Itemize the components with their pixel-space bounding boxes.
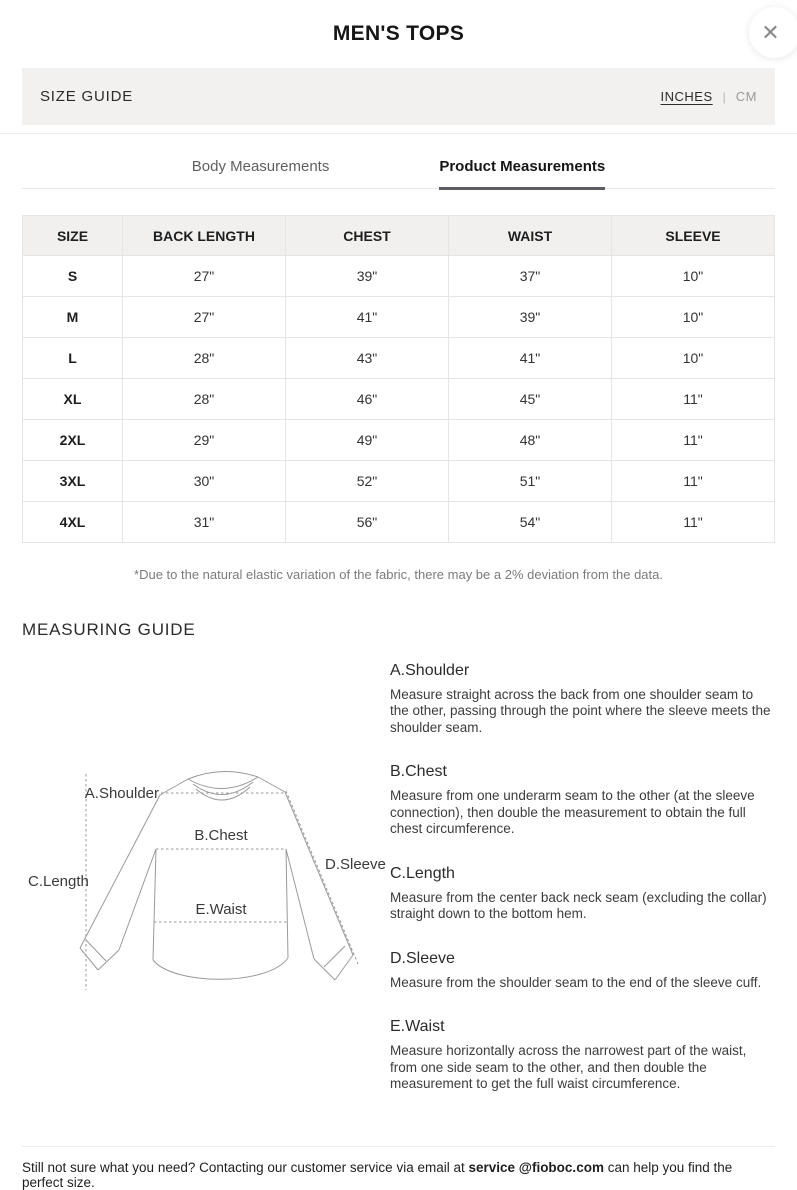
measure-item bbox=[390, 662, 775, 736]
measurement-cell: 45" bbox=[449, 379, 612, 420]
table-row bbox=[23, 502, 775, 543]
shirt-diagram bbox=[22, 662, 390, 1120]
measurement-cell: 41" bbox=[449, 338, 612, 379]
measurement-cell: 39" bbox=[449, 297, 612, 338]
close-icon: ✕ bbox=[761, 19, 780, 45]
measurement-cell: 56" bbox=[286, 502, 449, 543]
footer-email: service @fioboc.com bbox=[468, 1159, 604, 1175]
footer-text-prefix: Still not sure what you need? Contacting our customer service via email at bbox=[22, 1159, 469, 1175]
measure-item bbox=[390, 1018, 775, 1092]
measurement-cell: 10" bbox=[612, 338, 775, 379]
table-column-header: WAIST bbox=[449, 216, 612, 256]
measurement-cell: 30" bbox=[123, 461, 286, 502]
measure-item-description: Measure from the shoulder seam to the end of the sleeve cuff. bbox=[390, 974, 762, 990]
page-title: MEN'S TOPS bbox=[332, 22, 465, 45]
measurement-cell: 43" bbox=[286, 338, 449, 379]
measurement-cell: 11" bbox=[612, 379, 775, 420]
footer-text-suffix: can help you find the perfect size. bbox=[22, 1159, 733, 1190]
diagram-label-length: C.Length bbox=[28, 873, 89, 890]
measurement-cell: 46" bbox=[286, 379, 449, 420]
measure-item-description: Measure from the center back neck seam (excluding the collar) straight down to the bottom hem. bbox=[390, 889, 767, 922]
table-row bbox=[23, 297, 775, 338]
table-row bbox=[23, 338, 775, 379]
measurement-cell: 27" bbox=[123, 256, 286, 297]
measure-item-name: D.Sleeve bbox=[390, 949, 455, 967]
table-row bbox=[23, 461, 775, 502]
table-column-header: SLEEVE bbox=[612, 216, 775, 256]
measurement-cell: 51" bbox=[449, 461, 612, 502]
measuring-guide-title: MEASURING GUIDE bbox=[22, 620, 196, 639]
size-cell: L bbox=[23, 338, 123, 379]
measurement-cell: 27" bbox=[123, 297, 286, 338]
table-row bbox=[23, 256, 775, 297]
measurement-cell: 49" bbox=[286, 420, 449, 461]
diagram-label-shoulder: A.Shoulder bbox=[84, 785, 159, 802]
diagram-label-chest: B.Chest bbox=[194, 827, 248, 844]
table-column-header: CHEST bbox=[286, 216, 449, 256]
measure-item-description: Measure straight across the back from one shoulder seam to the other, passing through the point where the sleeve meets the shoulder seam. bbox=[390, 687, 771, 735]
close-button[interactable] bbox=[749, 7, 797, 58]
measurement-tabs bbox=[22, 134, 775, 189]
measure-item-name: A.Shoulder bbox=[390, 662, 470, 679]
unit-toggle bbox=[661, 89, 757, 104]
size-cell: S bbox=[23, 256, 123, 297]
measurement-cell: 31" bbox=[123, 502, 286, 543]
size-table-container bbox=[22, 215, 775, 543]
measure-item bbox=[390, 950, 775, 991]
unit-inches-button[interactable]: INCHES bbox=[660, 89, 713, 104]
table-row bbox=[23, 420, 775, 461]
measuring-guide-section bbox=[22, 620, 775, 1120]
tab-product-measurements[interactable]: Product Measurements bbox=[439, 158, 605, 190]
measurement-cell: 11" bbox=[612, 420, 775, 461]
unit-cm-button[interactable]: CM bbox=[735, 89, 757, 104]
measurement-cell: 41" bbox=[286, 297, 449, 338]
size-table-header-row bbox=[23, 216, 775, 256]
measurement-cell: 11" bbox=[612, 502, 775, 543]
modal-header bbox=[0, 0, 797, 68]
measure-item-name: C.Length bbox=[390, 864, 455, 882]
measurement-cell: 52" bbox=[286, 461, 449, 502]
table-footnote: *Due to the natural elastic variation of the fabric, there may be a 2% deviation from the data. bbox=[134, 567, 663, 582]
diagram-label-waist: E.Waist bbox=[195, 901, 247, 918]
measure-item-description: Measure horizontally across the narrowest part of the waist, from one side seam to the other, and then double the measurement to get the full waist circumference. bbox=[390, 1043, 747, 1092]
measurement-cell: 37" bbox=[449, 256, 612, 297]
sleeve-guide-line bbox=[286, 791, 358, 964]
table-row bbox=[23, 379, 775, 420]
measure-item-description: Measure from one underarm seam to the other (at the sleeve connection), then double the measurement to obtain the full chest circumference. bbox=[390, 788, 755, 837]
size-cell: M bbox=[23, 297, 123, 338]
measurement-cell: 11" bbox=[612, 461, 775, 502]
measure-item bbox=[390, 763, 775, 837]
measurement-cell: 10" bbox=[612, 256, 775, 297]
footer-note bbox=[22, 1147, 775, 1190]
measurement-cell: 10" bbox=[612, 297, 775, 338]
tab-body-measurements[interactable]: Body Measurements bbox=[191, 158, 330, 175]
measurement-cell: 54" bbox=[449, 502, 612, 543]
size-cell: 2XL bbox=[23, 420, 123, 461]
measurement-cell: 39" bbox=[286, 256, 449, 297]
size-guide-bar bbox=[22, 68, 775, 125]
size-cell: 3XL bbox=[23, 461, 123, 502]
table-column-header: SIZE bbox=[23, 216, 123, 256]
measurement-cell: 48" bbox=[449, 420, 612, 461]
measure-item-name: E.Waist bbox=[390, 1018, 445, 1036]
size-guide-label: SIZE GUIDE bbox=[40, 88, 134, 105]
diagram-label-sleeve: D.Sleeve bbox=[325, 856, 386, 873]
measure-item bbox=[390, 865, 775, 923]
shirt-diagram-svg bbox=[22, 762, 390, 1002]
measure-item-name: B.Chest bbox=[390, 763, 447, 781]
unit-divider: | bbox=[722, 89, 726, 104]
measurement-cell: 28" bbox=[123, 379, 286, 420]
table-column-header: BACK LENGTH bbox=[123, 216, 286, 256]
measurement-cell: 28" bbox=[123, 338, 286, 379]
size-cell: XL bbox=[23, 379, 123, 420]
size-table bbox=[22, 215, 775, 543]
size-cell: 4XL bbox=[23, 502, 123, 543]
measurement-cell: 29" bbox=[123, 420, 286, 461]
measuring-descriptions bbox=[390, 662, 775, 1120]
